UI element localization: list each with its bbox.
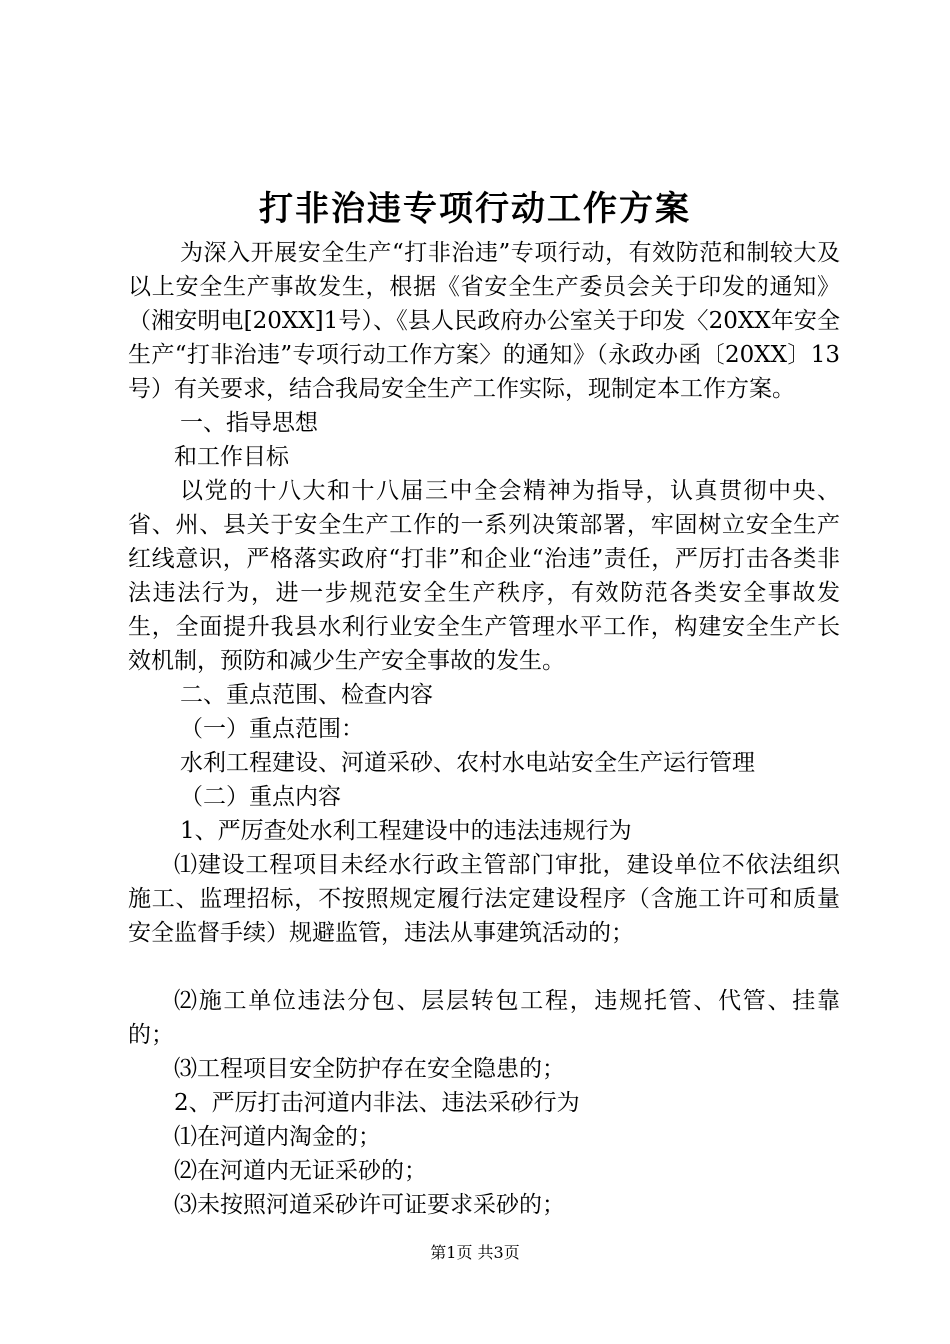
section-heading-continuation: 和工作目标: [174, 444, 289, 470]
list-item: ⑶未按照河道采砂许可证要求采砂的；: [174, 1192, 565, 1218]
item-heading-construction: 1、严厉查处水利工程建设中的违法违规行为: [180, 818, 632, 844]
section-heading-key-scope: 二、重点范围、检查内容: [180, 682, 433, 708]
list-item: ⑴在河道内淘金的；: [174, 1124, 381, 1150]
subheading-key-content: （二）重点内容: [180, 784, 341, 810]
list-item: ⑵施工单位违法分包、层层转包工程，违规托管、代管、挂靠的；: [128, 988, 840, 1048]
list-item: ⑵在河道内无证采砂的；: [174, 1158, 427, 1184]
page-footer: 第1页 共3页: [430, 1243, 520, 1262]
paragraph-spacer: [128, 950, 840, 984]
guiding-ideology-paragraph: 以党的十八大和十八届三中全会精神为指导，认真贯彻中央、省、州、县关于安全生产工作的一系列决策部署，牢固树立安全生产红线意识，严格落实政府“打非”和企业“治违”责任，严厉打击各类非法违法行为，进一步规范安全生产秩序，有效防范各类安全事故发生，全面提升我县水利行业安全生产管理水平工作，构建安全生产长效机制，预防和减少生产安全事故的发生。: [128, 478, 840, 674]
document-title: 打非治违专项行动工作方案: [259, 189, 691, 229]
subheading-key-scope: （一）重点范围：: [180, 716, 364, 742]
key-scope-paragraph: 水利工程建设、河道采砂、农村水电站安全生产运行管理: [180, 750, 755, 776]
list-item: ⑶工程项目安全防护存在安全隐患的；: [174, 1056, 565, 1082]
document-body: [128, 236, 840, 1222]
intro-paragraph: 为深入开展安全生产“打非治违”专项行动，有效防范和制较大及以上安全生产事故发生，根据《省安全生产委员会关于印发的通知》（湘安明电[20XX]1号）、《县人民政府办公室关于印发〈20XX年安全生产“打非治违”专项行动工作方案〉的通知》（永政办函〔20XX〕13号）有关要求，结合我局安全生产工作实际，现制定本工作方案。: [128, 240, 840, 402]
item-heading-sand-mining: 2、严厉打击河道内非法、违法采砂行为: [174, 1090, 580, 1116]
list-item: ⑴建设工程项目未经水行政主管部门审批，建设单位不依法组织施工、监理招标，不按照规定履行法定建设程序（含施工许可和质量安全监督手续）规避监管，违法从事建筑活动的；: [128, 852, 840, 946]
section-heading-guiding-ideology: 一、指导思想: [180, 410, 318, 436]
